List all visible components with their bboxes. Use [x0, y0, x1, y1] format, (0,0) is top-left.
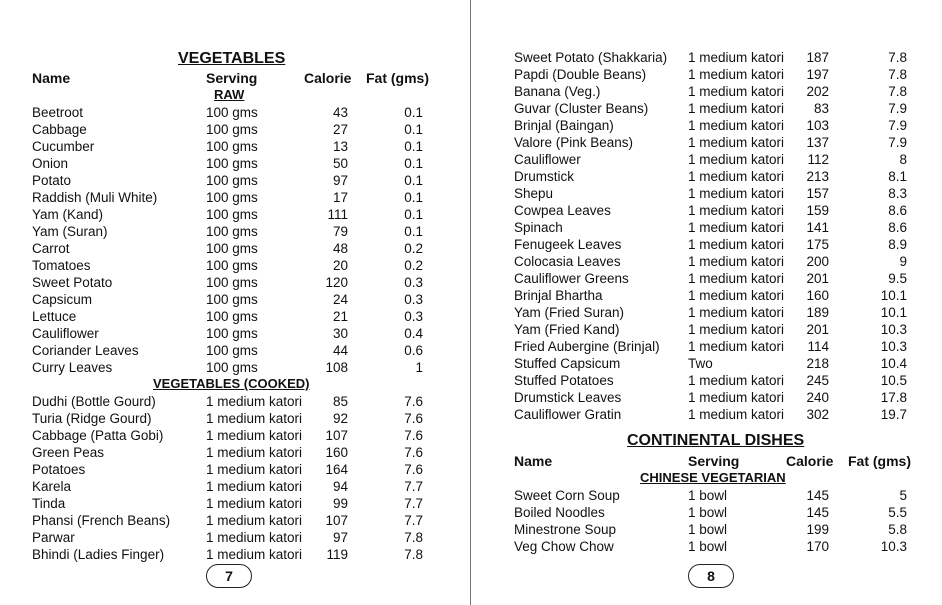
item-name: Cucumber	[32, 139, 95, 154]
table-row	[471, 49, 942, 66]
item-name: Minestrone Soup	[514, 522, 617, 537]
item-name: Turia (Ridge Gourd)	[32, 411, 152, 426]
item-fat: 0.1	[404, 224, 423, 239]
left-page	[0, 0, 470, 605]
item-name: Brinjal Bhartha	[514, 288, 603, 303]
item-fat: 0.3	[404, 275, 423, 290]
table-row	[0, 138, 470, 155]
table-row	[0, 461, 470, 478]
table-row	[471, 236, 942, 253]
item-fat: 0.1	[404, 190, 423, 205]
item-calorie: 164	[325, 462, 348, 477]
item-serving: 1 bowl	[688, 539, 728, 554]
item-serving: 100 gms	[206, 224, 258, 239]
table-row	[0, 410, 470, 427]
item-fat: 7.8	[888, 50, 907, 65]
continental-title: CONTINENTAL DISHES	[627, 432, 805, 449]
table-row	[471, 538, 942, 555]
table-row	[0, 189, 470, 206]
item-name: Drumstick Leaves	[514, 390, 622, 405]
item-serving: 1 medium katori	[688, 339, 785, 354]
table-row	[471, 406, 942, 423]
table-row	[471, 389, 942, 406]
item-serving: 1 medium katori	[688, 67, 785, 82]
table-row	[471, 304, 942, 321]
item-calorie: 160	[325, 445, 348, 460]
item-name: Guvar (Cluster Beans)	[514, 101, 649, 116]
item-serving: 1 medium katori	[688, 305, 785, 320]
table-row	[0, 308, 470, 325]
cooked-table	[0, 393, 470, 563]
item-calorie: 92	[332, 411, 348, 426]
item-serving: 1 medium katori	[688, 390, 785, 405]
item-serving: 100 gms	[206, 190, 258, 205]
item-calorie: 20	[332, 258, 348, 273]
item-name: Stuffed Potatoes	[514, 373, 614, 388]
item-fat: 1	[415, 360, 423, 375]
item-calorie: 107	[325, 428, 348, 443]
table-row	[471, 134, 942, 151]
item-calorie: 141	[806, 220, 829, 235]
table-row	[471, 202, 942, 219]
table-row	[0, 155, 470, 172]
item-calorie: 145	[806, 488, 829, 503]
item-calorie: 21	[332, 309, 348, 324]
item-serving: 1 medium katori	[688, 84, 785, 99]
table-row	[471, 355, 942, 372]
table-row	[471, 168, 942, 185]
item-name: Lettuce	[32, 309, 77, 324]
item-serving: 1 medium katori	[688, 186, 785, 201]
header-fat: Fat (gms)	[366, 70, 429, 86]
item-calorie: 302	[806, 407, 829, 422]
item-name: Papdi (Double Beans)	[514, 67, 647, 82]
table-row	[0, 427, 470, 444]
item-fat: 8.9	[888, 237, 907, 252]
table-row	[471, 372, 942, 389]
table-row	[471, 185, 942, 202]
item-calorie: 137	[806, 135, 829, 150]
item-name: Sweet Potato (Shakkaria)	[514, 50, 668, 65]
vegetables-title: VEGETABLES	[178, 50, 286, 67]
item-fat: 10.5	[880, 373, 907, 388]
table-row	[0, 529, 470, 546]
table-row	[471, 117, 942, 134]
item-name: Yam (Fried Kand)	[514, 322, 620, 337]
item-name: Cabbage (Patta Gobi)	[32, 428, 164, 443]
table-row	[0, 444, 470, 461]
item-serving: 1 medium katori	[206, 411, 303, 426]
item-name: Curry Leaves	[32, 360, 113, 375]
item-name: Veg Chow Chow	[514, 539, 614, 554]
item-serving: 100 gms	[206, 343, 258, 358]
item-calorie: 85	[332, 394, 348, 409]
item-calorie: 240	[806, 390, 829, 405]
item-fat: 9	[899, 254, 907, 269]
item-fat: 10.1	[880, 288, 907, 303]
item-calorie: 213	[806, 169, 829, 184]
item-fat: 8.6	[888, 220, 907, 235]
item-calorie: 201	[806, 322, 829, 337]
table-row	[471, 83, 942, 100]
item-calorie: 24	[332, 292, 348, 307]
item-serving: 1 medium katori	[688, 50, 785, 65]
item-name: Spinach	[514, 220, 563, 235]
item-fat: 0.2	[404, 258, 423, 273]
item-serving: 100 gms	[206, 360, 258, 375]
item-serving: 1 medium katori	[688, 118, 785, 133]
item-serving: 100 gms	[206, 122, 258, 137]
item-name: Green Peas	[32, 445, 105, 460]
table-row	[471, 487, 942, 504]
item-name: Sweet Potato	[32, 275, 113, 290]
item-serving: 1 medium katori	[688, 407, 785, 422]
table-row	[0, 223, 470, 240]
item-fat: 7.9	[888, 101, 907, 116]
item-fat: 0.1	[404, 139, 423, 154]
item-fat: 19.7	[880, 407, 907, 422]
item-name: Coriander Leaves	[32, 343, 139, 358]
item-name: Yam (Kand)	[32, 207, 104, 222]
item-serving: 1 medium katori	[688, 237, 785, 252]
item-name: Boiled Noodles	[514, 505, 605, 520]
header-calorie: Calorie	[786, 453, 834, 469]
item-name: Cauliflower	[514, 152, 581, 167]
item-serving: 100 gms	[206, 105, 258, 120]
item-fat: 17.8	[880, 390, 907, 405]
item-serving: 1 medium katori	[688, 135, 785, 150]
table-row	[0, 478, 470, 495]
item-calorie: 120	[325, 275, 348, 290]
item-calorie: 114	[807, 339, 829, 354]
item-fat: 7.7	[404, 513, 423, 528]
item-name: Raddish (Muli White)	[32, 190, 158, 205]
item-name: Cauliflower	[32, 326, 99, 341]
item-fat: 5	[899, 488, 907, 503]
item-calorie: 145	[806, 505, 829, 520]
item-serving: 1 medium katori	[688, 373, 785, 388]
item-calorie: 83	[813, 101, 829, 116]
item-fat: 7.7	[404, 479, 423, 494]
header-name: Name	[32, 70, 71, 86]
table-row	[471, 321, 942, 338]
table-row	[0, 342, 470, 359]
item-calorie: 108	[325, 360, 348, 375]
table-row	[0, 172, 470, 189]
item-serving: 1 medium katori	[688, 203, 785, 218]
subtitle-raw: RAW	[214, 87, 245, 102]
page-number: 8	[688, 564, 734, 588]
item-name: Cauliflower Greens	[514, 271, 629, 286]
item-fat: 10.3	[880, 322, 907, 337]
table-row	[471, 66, 942, 83]
item-calorie: 170	[806, 539, 829, 554]
item-fat: 8.6	[888, 203, 907, 218]
table-row	[471, 287, 942, 304]
item-serving: 1 bowl	[688, 505, 728, 520]
item-calorie: 199	[806, 522, 829, 537]
item-name: Yam (Suran)	[32, 224, 108, 239]
item-name: Onion	[32, 156, 69, 171]
item-serving: 100 gms	[206, 173, 258, 188]
item-calorie: 44	[332, 343, 348, 358]
item-name: Colocasia Leaves	[514, 254, 621, 269]
item-fat: 0.4	[404, 326, 423, 341]
header-serving: Serving	[688, 453, 740, 469]
item-name: Tomatoes	[32, 258, 91, 273]
item-fat: 8.1	[888, 169, 907, 184]
item-name: Banana (Veg.)	[514, 84, 601, 99]
item-fat: 0.1	[404, 122, 423, 137]
item-calorie: 160	[806, 288, 829, 303]
item-fat: 7.9	[888, 118, 907, 133]
item-calorie: 99	[332, 496, 348, 511]
item-calorie: 187	[806, 50, 829, 65]
item-fat: 10.3	[880, 539, 907, 554]
item-serving: 1 medium katori	[206, 513, 303, 528]
item-serving: 100 gms	[206, 258, 258, 273]
item-serving: 100 gms	[206, 275, 258, 290]
item-calorie: 111	[327, 207, 348, 222]
item-serving: 1 medium katori	[206, 445, 303, 460]
item-fat: 0.1	[404, 105, 423, 120]
item-serving: 1 bowl	[688, 522, 728, 537]
item-calorie: 189	[806, 305, 829, 320]
item-serving: 1 medium katori	[688, 169, 785, 184]
item-serving: 1 medium katori	[206, 428, 303, 443]
item-calorie: 200	[806, 254, 829, 269]
item-serving: 1 medium katori	[688, 254, 785, 269]
item-fat: 0.3	[404, 292, 423, 307]
item-name: Brinjal (Baingan)	[514, 118, 614, 133]
table-row	[0, 206, 470, 223]
table-row	[471, 151, 942, 168]
item-serving: 1 bowl	[688, 488, 728, 503]
item-fat: 7.6	[404, 394, 423, 409]
item-name: Beetroot	[32, 105, 84, 120]
item-serving: 100 gms	[206, 326, 258, 341]
item-name: Drumstick	[514, 169, 574, 184]
item-calorie: 97	[332, 173, 348, 188]
item-calorie: 30	[332, 326, 348, 341]
table-row	[0, 257, 470, 274]
item-serving: 1 medium katori	[688, 271, 785, 286]
table-row	[471, 100, 942, 117]
item-fat: 7.6	[404, 428, 423, 443]
item-fat: 10.3	[880, 339, 907, 354]
item-calorie: 159	[806, 203, 829, 218]
item-name: Cowpea Leaves	[514, 203, 611, 218]
item-name: Cabbage	[32, 122, 87, 137]
item-name: Phansi (French Beans)	[32, 513, 171, 528]
item-name: Valore (Pink Beans)	[514, 135, 634, 150]
item-name: Stuffed Capsicum	[514, 356, 621, 371]
item-name: Potato	[32, 173, 72, 188]
raw-table	[0, 104, 470, 376]
subtitle-chinese: CHINESE VEGETARIAN	[640, 470, 786, 485]
item-name: Capsicum	[32, 292, 93, 307]
table-row	[0, 495, 470, 512]
item-fat: 0.2	[404, 241, 423, 256]
item-name: Fried Aubergine (Brinjal)	[514, 339, 660, 354]
item-name: Tinda	[32, 496, 66, 511]
item-name: Karela	[32, 479, 72, 494]
item-fat: 5.8	[888, 522, 907, 537]
item-name: Sweet Corn Soup	[514, 488, 620, 503]
item-fat: 7.8	[404, 547, 423, 562]
item-fat: 7.8	[888, 67, 907, 82]
item-name: Parwar	[32, 530, 75, 545]
item-calorie: 79	[332, 224, 348, 239]
item-calorie: 27	[332, 122, 348, 137]
table-row	[0, 240, 470, 257]
item-fat: 0.1	[404, 207, 423, 222]
item-fat: 7.7	[404, 496, 423, 511]
item-fat: 10.4	[880, 356, 907, 371]
item-fat: 7.8	[404, 530, 423, 545]
item-calorie: 94	[332, 479, 348, 494]
item-fat: 5.5	[888, 505, 907, 520]
item-serving: 1 medium katori	[688, 152, 785, 167]
item-calorie: 48	[332, 241, 348, 256]
table-row	[471, 521, 942, 538]
table-row	[0, 291, 470, 308]
item-serving: 100 gms	[206, 241, 258, 256]
item-fat: 0.1	[404, 156, 423, 171]
header-name: Name	[514, 453, 553, 469]
item-name: Carrot	[32, 241, 70, 256]
item-serving: 1 medium katori	[206, 479, 303, 494]
table-row	[0, 359, 470, 376]
table-row	[0, 121, 470, 138]
item-name: Bhindi (Ladies Finger)	[32, 547, 165, 562]
item-fat: 0.1	[404, 173, 423, 188]
item-calorie: 43	[332, 105, 348, 120]
table-row	[0, 546, 470, 563]
item-name: Fenugeek Leaves	[514, 237, 622, 252]
item-fat: 7.6	[404, 462, 423, 477]
item-serving: 100 gms	[206, 156, 258, 171]
header-fat: Fat (gms)	[848, 453, 911, 469]
item-fat: 7.6	[404, 445, 423, 460]
table-row	[471, 219, 942, 236]
item-calorie: 97	[332, 530, 348, 545]
item-name: Cauliflower Gratin	[514, 407, 622, 422]
item-name: Dudhi (Bottle Gourd)	[32, 394, 156, 409]
item-calorie: 218	[806, 356, 829, 371]
page-number: 7	[206, 564, 252, 588]
item-calorie: 197	[806, 67, 829, 82]
chinese-table	[471, 487, 942, 555]
item-fat: 10.1	[880, 305, 907, 320]
item-serving: 1 medium katori	[688, 220, 785, 235]
item-calorie: 103	[806, 118, 829, 133]
item-calorie: 13	[332, 139, 348, 154]
item-serving: 1 medium katori	[206, 530, 303, 545]
item-serving: Two	[688, 356, 713, 371]
right-page	[471, 0, 942, 605]
item-serving: 1 medium katori	[688, 101, 785, 116]
item-calorie: 202	[806, 84, 829, 99]
item-fat: 7.9	[888, 135, 907, 150]
header-calorie: Calorie	[304, 70, 352, 86]
item-name: Shepu	[514, 186, 554, 201]
item-fat: 9.5	[888, 271, 907, 286]
item-fat: 7.6	[404, 411, 423, 426]
item-serving: 1 medium katori	[688, 322, 785, 337]
item-serving: 100 gms	[206, 207, 258, 222]
item-calorie: 245	[806, 373, 829, 388]
table-row	[471, 504, 942, 521]
item-serving: 1 medium katori	[206, 462, 303, 477]
item-calorie: 107	[325, 513, 348, 528]
item-fat: 7.8	[888, 84, 907, 99]
table-row	[0, 104, 470, 121]
item-calorie: 50	[332, 156, 348, 171]
item-fat: 0.6	[404, 343, 423, 358]
item-serving: 100 gms	[206, 292, 258, 307]
item-name: Yam (Fried Suran)	[514, 305, 625, 320]
item-serving: 100 gms	[206, 309, 258, 324]
table-row	[0, 325, 470, 342]
item-calorie: 175	[806, 237, 829, 252]
item-serving: 100 gms	[206, 139, 258, 154]
header-serving: Serving	[206, 70, 258, 86]
item-serving: 1 medium katori	[206, 394, 303, 409]
table-row	[0, 393, 470, 410]
item-fat: 8.3	[888, 186, 907, 201]
item-fat: 8	[899, 152, 907, 167]
table-row	[471, 270, 942, 287]
item-calorie: 17	[332, 190, 348, 205]
item-serving: 1 medium katori	[206, 547, 303, 562]
table-row	[0, 274, 470, 291]
vegetables-cooked-continued-table	[471, 49, 942, 423]
table-row	[471, 338, 942, 355]
table-row	[0, 512, 470, 529]
item-fat: 0.3	[404, 309, 423, 324]
item-name: Potatoes	[32, 462, 86, 477]
item-calorie: 119	[326, 547, 348, 562]
item-calorie: 157	[806, 186, 829, 201]
item-calorie: 112	[807, 152, 829, 167]
item-serving: 1 medium katori	[206, 496, 303, 511]
item-calorie: 201	[806, 271, 829, 286]
subtitle-cooked: VEGETABLES (COOKED)	[153, 376, 310, 391]
table-row	[471, 253, 942, 270]
item-serving: 1 medium katori	[688, 288, 785, 303]
